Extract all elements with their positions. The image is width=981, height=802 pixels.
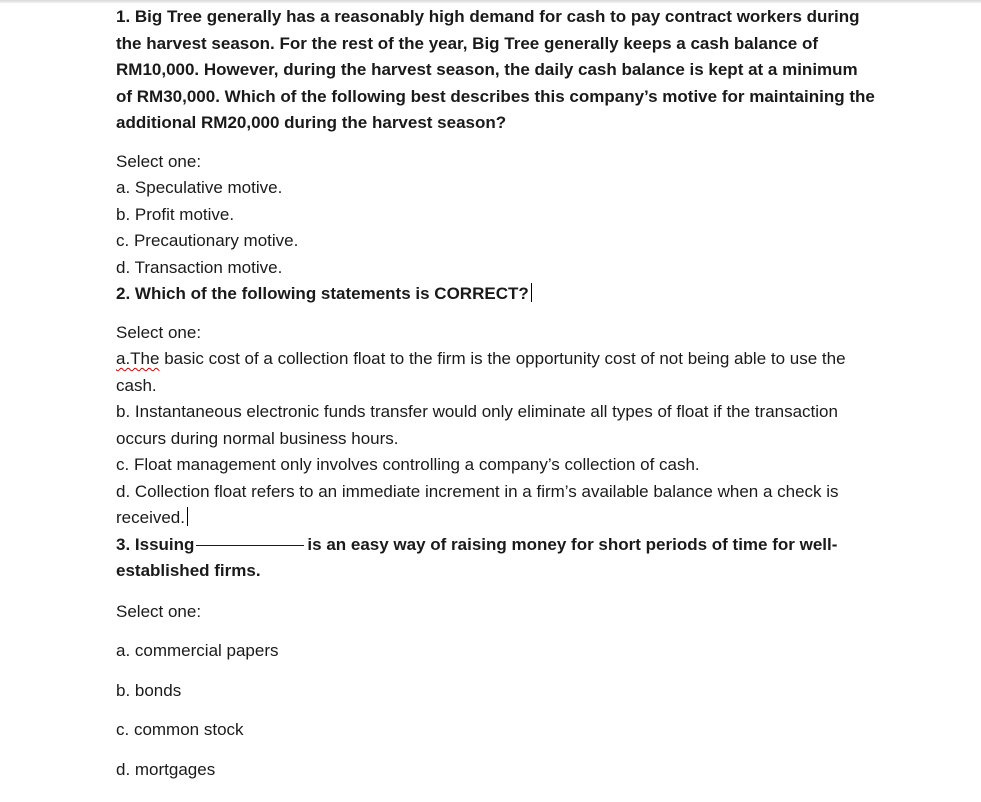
text-cursor-secondary <box>187 507 188 526</box>
question-1-select-label: Select one: <box>116 151 202 171</box>
question-2-option-b[interactable]: b. Instantaneous electronic funds transfer would only eliminate all types of float if the transaction occurs during normal business hours. <box>116 402 838 448</box>
question-3-text-start: 3. Issuing <box>116 534 195 554</box>
question-1-text: 1. Big Tree generally has a reasonably high demand for cash to pay contract workers during the harvest season. For the rest of the year, Big Tree generally keeps a cash balance of RM10,000. However, during the harvest season, the daily cash balance is kept at a minimum of RM30,000. Which of the following best describes this company’s motive for maintaining the additional RM20,000 during the harvest season? <box>116 7 875 132</box>
question-2-option-a-text: basic cost of a collection float to the firm is the opportunity cost of not being able to use the cash. <box>116 349 846 395</box>
text-cursor <box>531 283 532 302</box>
fill-in-blank <box>196 544 304 546</box>
spellcheck-flagged-word[interactable]: a.The <box>116 349 160 368</box>
question-3-text-end: is an easy way of raising money for short periods of time for well-established firms. <box>116 534 838 580</box>
question-3-option-a[interactable]: a. commercial papers <box>116 641 279 660</box>
question-2-option-d-text: d. Collection float refers to an immediate increment in a firm’s available balance when a check is received. <box>116 481 839 527</box>
question-2-option-d[interactable] <box>116 479 876 532</box>
document-body <box>116 4 876 783</box>
question-2-option-a[interactable] <box>116 346 876 399</box>
question-3-option-d[interactable]: d. mortgages <box>116 759 216 779</box>
question-2-option-c[interactable]: c. Float management only involves controlling a company’s collection of cash. <box>116 455 700 474</box>
question-2-text: 2. Which of the following statements is CORRECT? <box>116 284 529 303</box>
question-1-option-a[interactable]: a. Speculative motive. <box>116 178 283 197</box>
question-1-option-d[interactable]: d. Transaction motive. <box>116 257 283 277</box>
window-top-edge <box>0 0 981 3</box>
question-3-option-b[interactable]: b. bonds <box>116 680 182 700</box>
question-2-heading <box>116 281 876 308</box>
question-1-option-c[interactable]: c. Precautionary motive. <box>116 231 299 250</box>
question-3-text <box>116 532 876 585</box>
question-3-option-c[interactable]: c. common stock <box>116 720 244 739</box>
question-3-select-label: Select one: <box>116 601 202 621</box>
question-2-select-label: Select one: <box>116 322 202 342</box>
question-1-option-b[interactable]: b. Profit motive. <box>116 204 235 224</box>
